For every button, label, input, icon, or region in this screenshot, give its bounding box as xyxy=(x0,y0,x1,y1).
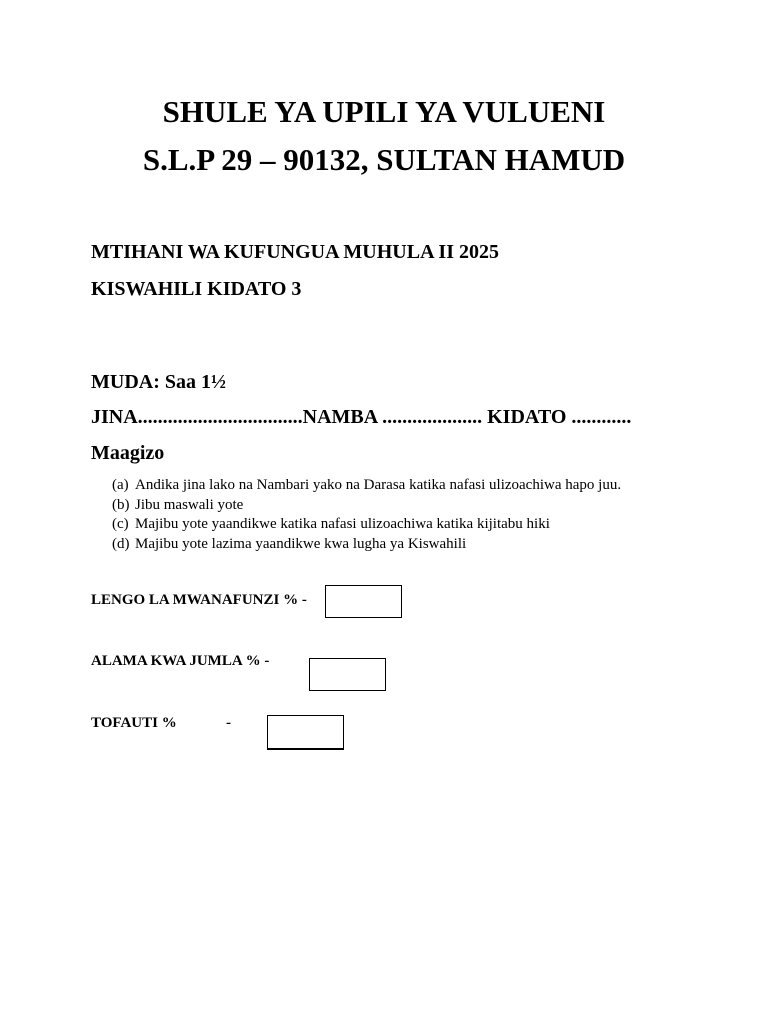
student-target-box[interactable] xyxy=(325,585,402,618)
difference-box[interactable] xyxy=(267,715,344,750)
difference-label: TOFAUTI % xyxy=(91,715,177,731)
instruction-marker: (a) xyxy=(112,477,129,493)
instruction-item xyxy=(112,496,621,516)
exam-subject: KISWAHILI KIDATO 3 xyxy=(91,278,302,300)
instruction-text: Majibu yote yaandikwe katika nafasi ulizoachiwa katika kijitabu hiki xyxy=(135,516,550,532)
instructions-heading: Maagizo xyxy=(91,442,165,464)
instructions-list xyxy=(112,476,621,554)
difference-dash: - xyxy=(226,715,231,731)
instruction-text: Majibu yote lazima yaandikwe kwa lugha ya Kiswahili xyxy=(135,535,467,552)
exam-time: MUDA: Saa 1½ xyxy=(91,371,226,393)
instruction-text: Jibu maswali yote xyxy=(135,496,244,513)
instruction-item xyxy=(112,535,621,555)
instruction-marker: (b) xyxy=(112,496,130,513)
school-name: SHULE YA UPILI YA VULUENI xyxy=(162,94,606,129)
instruction-text: Andika jina lako na Nambari yako na Darasa katika nafasi ulizoachiwa hapo juu. xyxy=(135,477,622,493)
total-marks-box[interactable] xyxy=(309,658,386,691)
student-target-label: LENGO LA MWANAFUNZI % - xyxy=(91,592,307,608)
school-address: S.L.P 29 – 90132, SULTAN HAMUD xyxy=(142,142,626,177)
instruction-item xyxy=(112,515,621,535)
name-number-class-line: JINA.................................NAMBA .................... KIDATO ............ xyxy=(91,406,632,428)
total-marks-label: ALAMA KWA JUMLA % - xyxy=(91,653,270,669)
instruction-marker: (c) xyxy=(112,516,129,532)
exam-title: MTIHANI WA KUFUNGUA MUHULA II 2025 xyxy=(91,241,499,263)
instruction-item xyxy=(112,476,621,496)
instruction-marker: (d) xyxy=(112,535,130,552)
